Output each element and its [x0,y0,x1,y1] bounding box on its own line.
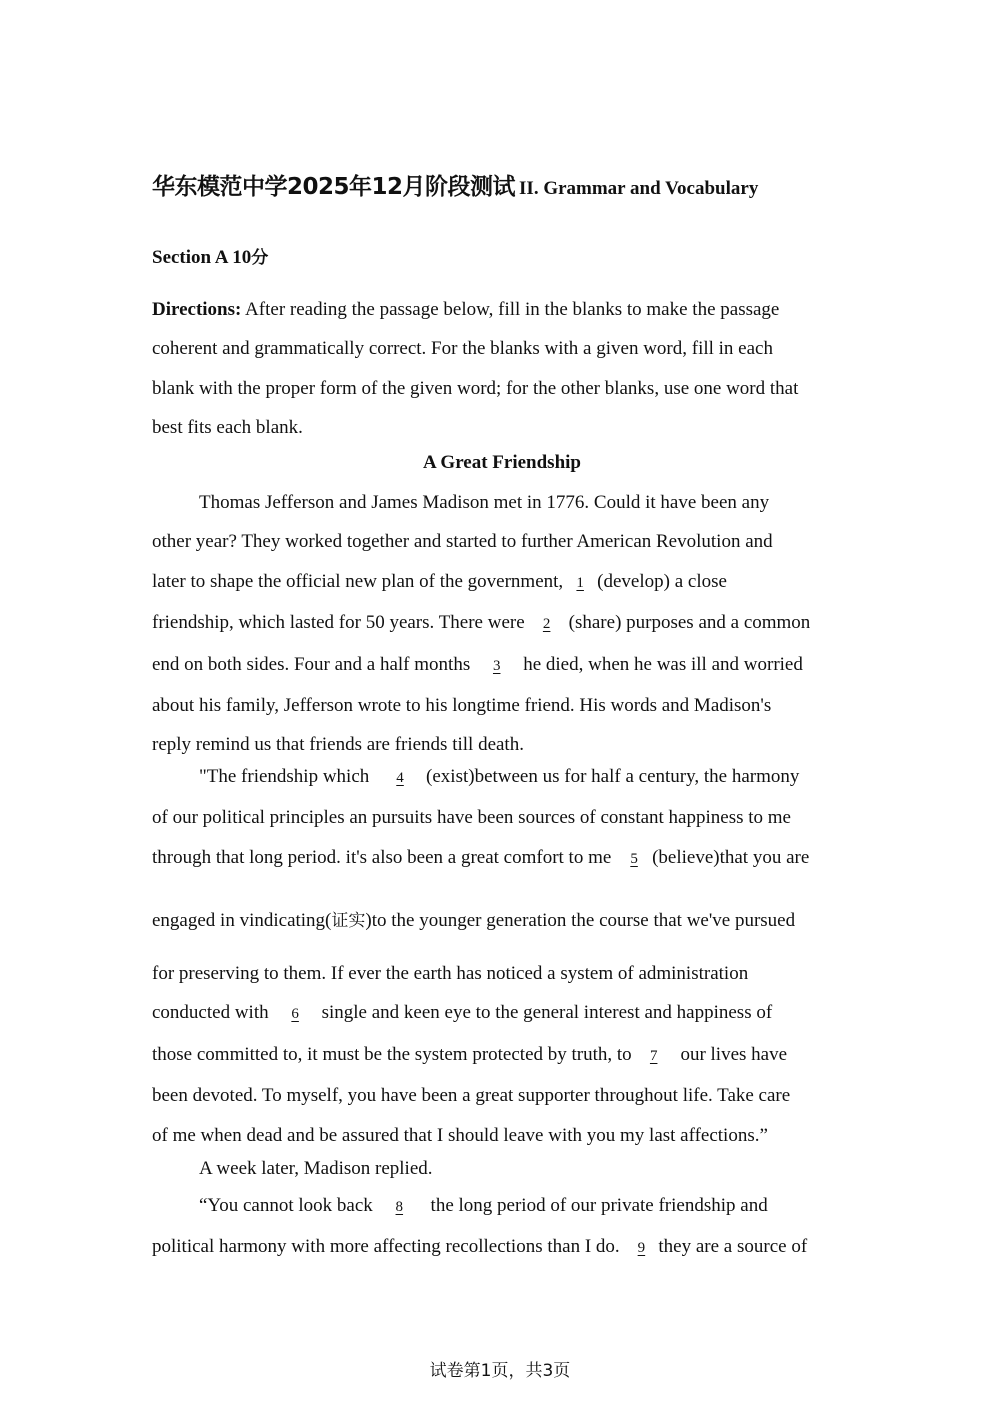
p2-line: (exist)between us for half a century, the harmony [426,766,800,787]
p2-line: single and keen eye to the general interest and happiness of [321,1002,773,1024]
p2-line: for preserving to them. If ever the earth has noticed a system of administration [152,963,749,984]
p2-line: those committed to, it must be the system protected by truth, to [152,1043,632,1065]
passage-title: A Great Friendship [423,452,581,473]
passage-paragraph-2 [152,757,852,879]
directions-text-2: coherent and grammatically correct. For the blanks with a given word, fill in each [152,338,773,360]
passage-paragraph-2-rest [152,954,852,1155]
blank-8[interactable]: 8 [395,1199,404,1215]
p2-gloss-cn: 证实 [331,911,366,931]
blank-7[interactable]: 7 [649,1047,658,1064]
blank-1[interactable]: 1 [576,574,584,591]
p1-line: about his family, Jefferson wrote to his longtime friend. His words and Madison's [152,695,772,717]
p1-line: Thomas Jefferson and James Madison met in 1776. Could it have been any [199,492,770,513]
p2-line: of our political principles an pursuits have been sources of constant happiness to me [152,807,791,829]
blank-5[interactable]: 5 [630,850,638,867]
passage-paragraph-1 [152,483,852,765]
p2-line: (believe)that you are [652,846,810,868]
p2-line: our lives have [675,1043,788,1065]
directions-text-1: After reading the passage below, fill in the blanks to make the passage [241,299,780,320]
page-title [152,168,758,201]
passage-paragraph-2-cont [152,901,852,941]
p1-line: end on both sides. Four and a half months [152,653,471,675]
p1-line: later to shape the official new plan of the government, [152,570,564,592]
p2-line: been devoted. To myself, you have been a great supporter throughout life. Take care [152,1085,791,1107]
blank-4[interactable]: 4 [396,770,404,786]
p3-line: A week later, Madison replied. [199,1158,433,1179]
blank-9[interactable]: 9 [637,1240,646,1257]
p1-line: he died, when he was ill and worried [523,653,803,675]
section-heading [152,243,268,269]
p1-line: (share) purposes and a common [568,612,811,634]
p1-line: other year? They worked together and started to further American Revolution and [152,531,773,553]
passage-paragraph-4 [152,1186,852,1269]
p2-line: )to the younger generation the course that we've pursued [365,910,796,931]
page-footer: 试卷第1页，共3页 [429,1361,571,1381]
p4-line: the long period of our private friendship and [425,1195,768,1216]
p1-line: friendship, which lasted for 50 years. There were [152,612,525,634]
blank-6[interactable]: 6 [291,1006,299,1023]
directions-text-3: blank with the proper form of the given word; for the other blanks, use one word that [152,377,799,399]
directions-text-4: best fits each blank. [152,417,303,439]
section-label: Section A 10 [152,247,252,268]
p2-line: of me when dead and be assured that I should leave with you my last affections.” [152,1124,768,1146]
exam-part-title: II. Grammar and Vocabulary [519,178,759,199]
directions-label: Directions: [152,299,242,320]
p2-line: "The friendship which [199,766,375,787]
passage-paragraph-3 [152,1149,852,1188]
directions-paragraph [152,290,852,448]
blank-2[interactable]: 2 [542,616,551,633]
p4-line: political harmony with more affecting recollections than I do. [152,1236,625,1258]
section-score-unit: 分 [251,248,269,268]
p4-line: “You cannot look back [199,1195,373,1216]
exam-title-cn: 华东模范中学2025年12月阶段测试 [152,174,516,200]
p2-line: engaged in vindicating( [152,910,332,931]
blank-3[interactable]: 3 [492,657,501,674]
p2-line: conducted with [152,1002,269,1024]
p2-line: through that long period. it's also been a great comfort to me [152,846,617,868]
p1-line: reply remind us that friends are friends till death. [152,734,524,756]
p4-line: they are a source of [658,1236,808,1258]
p1-line: (develop) a close [597,570,727,592]
